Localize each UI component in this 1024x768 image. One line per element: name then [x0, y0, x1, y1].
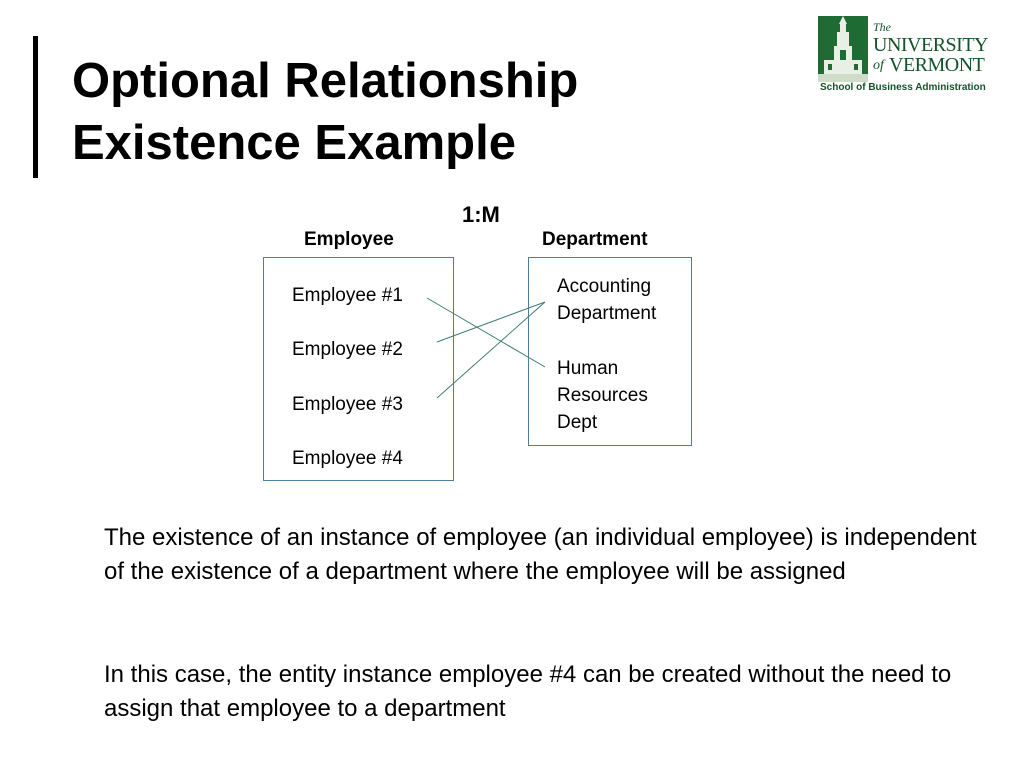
department-header: Department	[542, 229, 648, 250]
logo-school-text: School of Business Administration	[820, 82, 986, 93]
department-accounting-line-1: Accounting	[557, 276, 652, 297]
employee-item-2: Employee #2	[292, 339, 403, 360]
department-hr-line-2: Resources	[557, 385, 648, 406]
logo-the-text: The	[873, 20, 891, 34]
logo-of-text: of	[873, 58, 884, 73]
title-line-2: Existence Example	[72, 116, 516, 170]
logo-university-text: UNIVERSITY	[873, 34, 988, 56]
title-line-1: Optional Relationship	[72, 54, 579, 108]
explanation-paragraph-1: The existence of an instance of employee (an individual employee) is independent of the existence of a department where the employee will be assigned	[104, 524, 977, 585]
department-accounting-line-2: Department	[557, 303, 657, 324]
cardinality-label: 1:M	[462, 202, 500, 227]
explanation-paragraph-2: In this case, the entity instance employee #4 can be created without the need to assign that employee to a department	[104, 661, 952, 722]
link-employee3-accounting	[437, 302, 545, 398]
department-hr-line-1: Human	[557, 358, 619, 379]
employee-item-1: Employee #1	[292, 285, 403, 306]
employee-item-3: Employee #3	[292, 394, 403, 415]
employee-item-4: Employee #4	[292, 448, 403, 469]
department-hr-line-3: Dept	[557, 412, 598, 433]
employee-header: Employee	[304, 229, 394, 250]
logo-vermont-text: VERMONT	[889, 54, 985, 76]
